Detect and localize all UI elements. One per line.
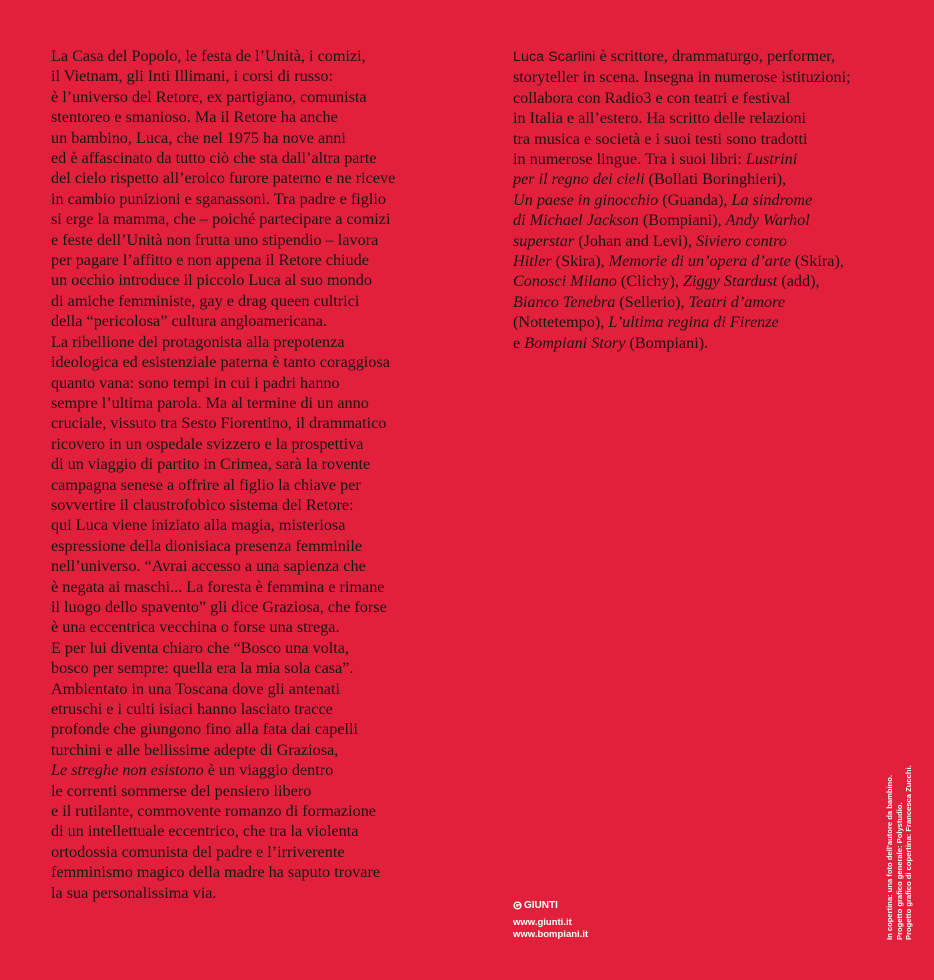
synopsis-line: ideologica ed esistenziale paterna è tanto coraggiosa (51, 353, 390, 372)
book-title: Memorie di un’opera d’arte (608, 252, 791, 271)
bio-text: (Sellerio), (615, 292, 689, 311)
synopsis-line (51, 760, 431, 780)
bio-line: collabora con Radio3 e con teatri e festival (513, 88, 791, 107)
book-title: Un paese in ginocchio (513, 190, 659, 209)
synopsis-line: femminismo magico della madre ha saputo trovare (51, 863, 381, 882)
book-title: Lustrini (745, 150, 798, 169)
publisher-urls (513, 917, 588, 941)
publisher-name: GIUNTI (524, 900, 558, 911)
synopsis-line: espressione della dionisiaca presenza femminile (51, 536, 363, 555)
cover-credits (885, 765, 914, 940)
bio-line (513, 169, 903, 189)
url-giunti[interactable]: www.giunti.it (513, 917, 572, 928)
bio-line: tra musica e società e i suoi testi sono tradotti (513, 129, 808, 148)
synopsis-line: il Vietnam, gli Inti Illimani, i corsi di russo: (51, 67, 333, 86)
book-title: Hitler (513, 252, 552, 271)
book-title: Ziggy Stardust (682, 272, 778, 291)
synopsis-line: il luogo dello spavento” gli dice Graziosa, che forse (51, 597, 387, 616)
book-title: Conosci Milano (513, 272, 617, 291)
synopsis-line: etruschi e i culti isiaci hanno lasciato tracce (51, 700, 333, 718)
bio-line (513, 251, 903, 271)
bio-line (513, 292, 903, 312)
synopsis-line: e il rutilante, commovente romanzo di formazione (51, 802, 376, 821)
synopsis-line: stentoreo e smanioso. Ma il Retore ha anche (51, 108, 338, 127)
synopsis-line: per pagare l’affitto e non appena il Retore chiude (51, 251, 369, 270)
synopsis-line: di un viaggio di partito in Crimea, sarà la rovente (51, 455, 371, 474)
synopsis-line: ortodossia comunista del padre e l’irriverente (51, 842, 345, 861)
credit-line: Progetto grafico generale: Polystudio. (894, 802, 904, 940)
synopsis-line: La ribellione del protagonista alla prepotenza (51, 332, 345, 351)
synopsis-line: è una eccentrica vecchina o forse una strega. (51, 618, 340, 637)
synopsis-line: La Casa del Popolo, le festa de l’Unità, i comizi, (51, 47, 366, 65)
synopsis-line: in cambio punizioni e sganassoni. Tra padre e figlio (51, 189, 386, 208)
synopsis-line: cruciale, vissuto tra Sesto Fiorentino, il drammatico (51, 414, 387, 433)
synopsis-text (51, 46, 431, 903)
bio-line: storyteller in scena. Insegna in numerose istituzioni; (513, 68, 851, 87)
synopsis-line: ricovero in un ospedale svizzero e la prospettiva (51, 434, 364, 453)
synopsis-line: un bambino, Luca, che nel 1975 ha nove anni (51, 128, 346, 147)
synopsis-line: profonde che giungono fino alla fata dai capelli (51, 720, 358, 739)
bio-text: in numerose lingue. Tra i suoi libri: (513, 150, 746, 169)
bio-text: e (513, 333, 525, 352)
synopsis-line: campagna senese a offrire al figlio la chiave per (51, 475, 361, 494)
book-title: Le streghe non esistono (51, 761, 204, 780)
synopsis-line: le correnti sommerse del pensiero libero (51, 781, 312, 800)
bio-text: (Skira), (551, 252, 609, 271)
bio-text: (Bollati Boringhieri), (644, 170, 787, 189)
synopsis-line: turchini e alle bellissime adepte di Graziosa, (51, 740, 339, 759)
book-title: Teatri d’amore (688, 292, 786, 311)
book-title: L’ultima regina di Firenze (608, 313, 779, 332)
bio-text: (Bompiani). (625, 333, 709, 352)
bio-line: in Italia e all’estero. Ha scritto delle relazioni (513, 109, 807, 128)
author-name: Luca Scarlini (513, 49, 596, 65)
synopsis-line: quanto vana: sono tempi in cui i padri hanno (51, 373, 340, 392)
book-title: di Michael Jackson (513, 211, 639, 230)
synopsis-line: nell’universo. “Avrai accesso a una sapienza che (51, 557, 366, 576)
bio-line (513, 231, 903, 251)
synopsis-text-fragment: è un viaggio dentro (203, 761, 334, 780)
bio-text: (Johan and Levi), (574, 231, 696, 250)
synopsis-line: qui Luca viene iniziato alla magia, misteriosa (51, 516, 346, 535)
book-title: superstar (513, 231, 575, 250)
synopsis-line: ed è affascinato da tutto ciò che sta dall’altra parte (51, 149, 377, 168)
synopsis-line: sempre l’ultima parola. Ma al termine di un anno (51, 393, 369, 412)
synopsis-line: si erge la mamma, che – poiché partecipare a comizi (51, 210, 391, 229)
publisher-logo (513, 900, 558, 911)
bio-text: (Skira), (790, 252, 844, 271)
bio-line (513, 271, 903, 291)
url-bompiani[interactable]: www.bompiani.it (513, 929, 589, 940)
bio-text: (add), (777, 272, 820, 291)
bio-line (513, 210, 903, 230)
book-title: Andy Warhol (725, 211, 810, 230)
bio-line (513, 149, 903, 169)
bio-text: (Clichy), (616, 272, 683, 291)
synopsis-line: la sua personalissima via. (51, 883, 217, 902)
synopsis-line: e feste dell’Unità non frutta uno stipendio – lavora (51, 230, 379, 249)
synopsis-line: della “pericolosa” cultura angloamericana. (51, 312, 327, 331)
synopsis-line: E per lui diventa chiaro che “Bosco una volta, (51, 638, 350, 657)
bio-line (513, 190, 903, 210)
synopsis-line: Ambientato in una Toscana dove gli antenati (51, 679, 340, 698)
book-title: Bompiani Story (524, 333, 626, 352)
book-title: per il regno dei cieli (513, 170, 645, 189)
book-title: Siviero contro (696, 231, 787, 250)
bio-line (513, 333, 903, 353)
credit-line: Progetto grafico di copertina: Francesca Zucchi. (904, 765, 913, 940)
bio-line (513, 46, 903, 67)
book-title: La sindrome (731, 190, 813, 209)
giunti-logo-icon (513, 901, 522, 910)
credit-line: In copertina: una foto dell’autore da bambino. (885, 775, 894, 940)
author-bio (513, 46, 903, 353)
synopsis-line: è negata ai maschi... La foresta è femmina e rimane (51, 577, 385, 596)
synopsis-line: un occhio introduce il piccolo Luca al suo mondo (51, 271, 372, 290)
bio-text: è scrittore, drammaturgo, performer, (595, 47, 836, 65)
bio-text: (Guanda), (658, 190, 732, 209)
bio-text: (Bompiani), (638, 211, 726, 230)
synopsis-line: bosco per sempre: quella era la mia sola casa”. (51, 659, 354, 678)
bio-line (513, 312, 903, 332)
synopsis-line: del cielo rispetto all’eroico furore paterno e ne riceve (51, 169, 396, 188)
synopsis-line: di un intellettuale eccentrico, che tra la violenta (51, 822, 359, 841)
synopsis-line: è l’universo del Retore, ex partigiano, comunista (51, 87, 367, 106)
synopsis-line: sovvertire il claustrofobico sistema del Retore: (51, 495, 354, 514)
synopsis-line: di amiche femministe, gay e drag queen cultrici (51, 291, 360, 310)
bio-text: (Nottetempo), (513, 313, 609, 332)
book-title: Bianco Tenebra (513, 292, 616, 311)
